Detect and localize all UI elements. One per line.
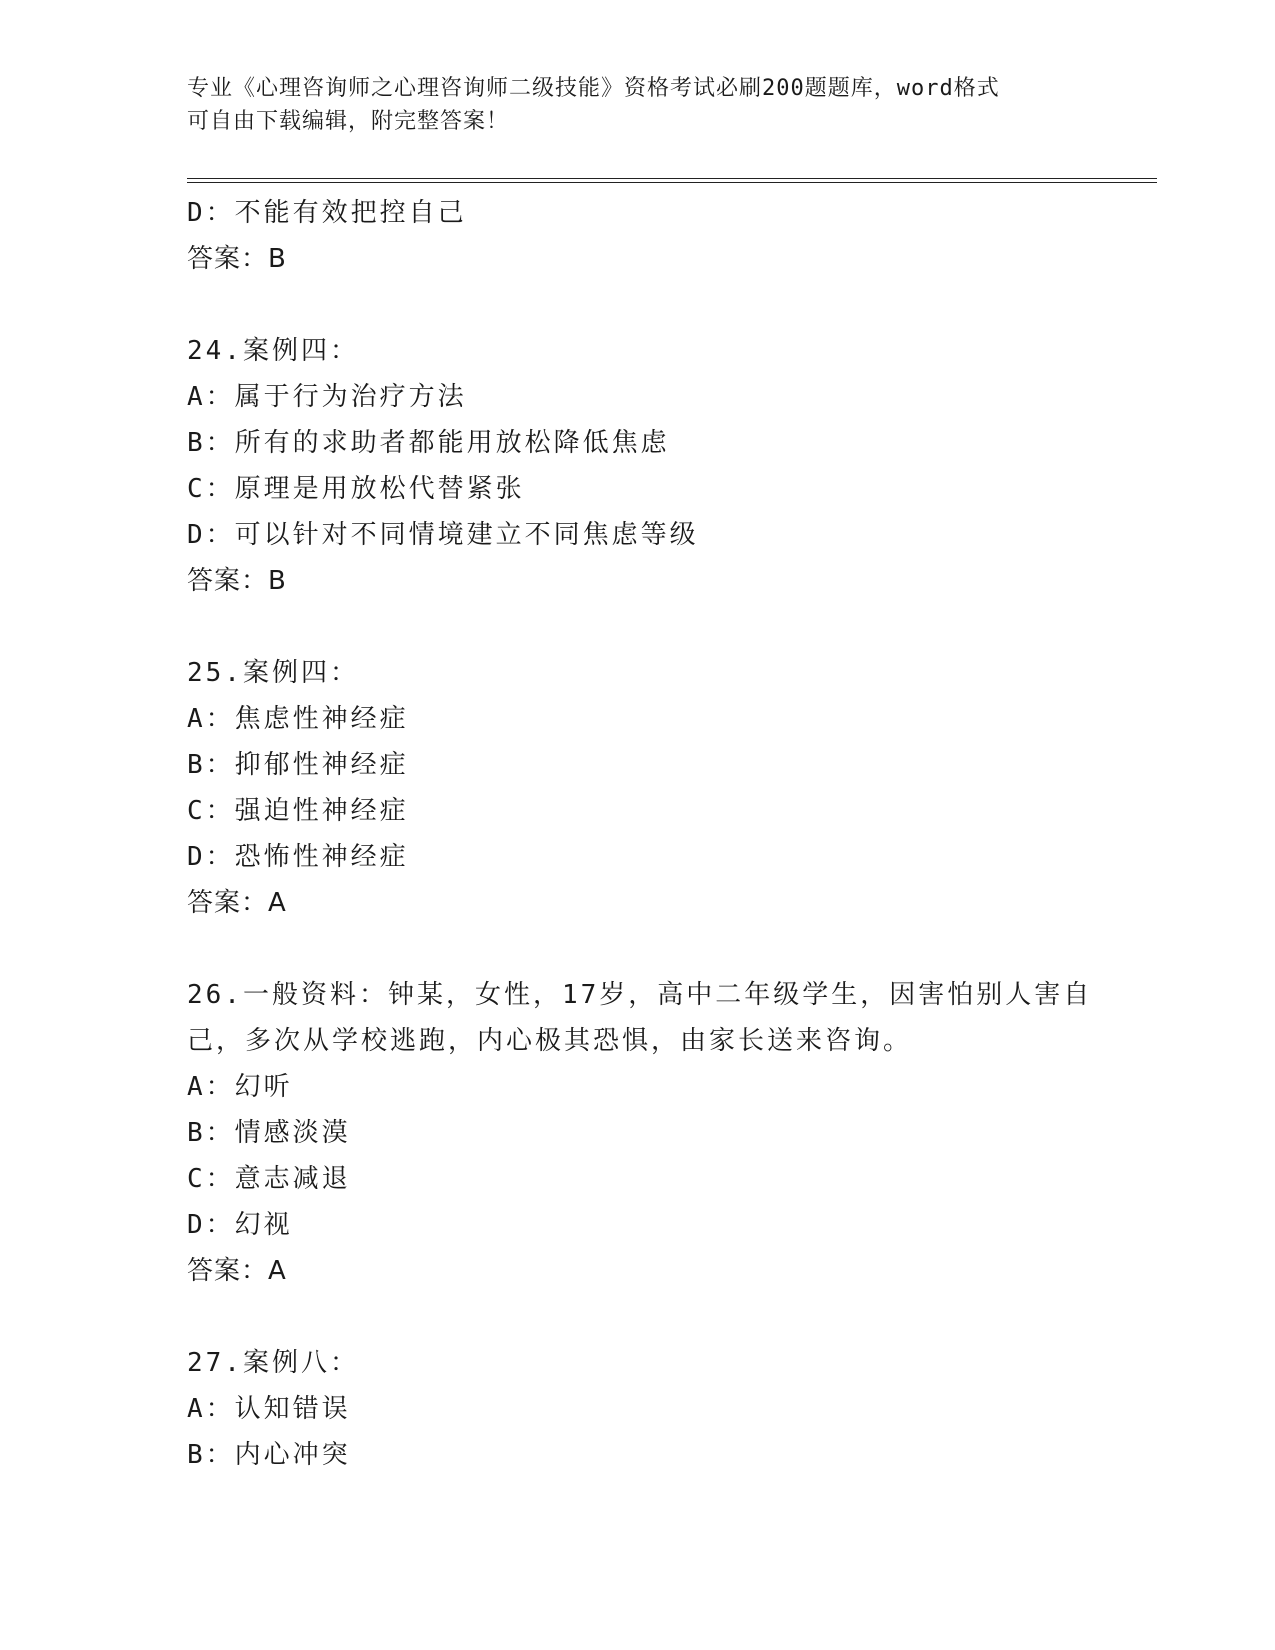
- spacer: [187, 282, 1087, 328]
- header-divider-top: [187, 178, 1157, 179]
- option-a: A：幻听: [187, 1072, 293, 1102]
- option-b: B：情感淡漠: [187, 1118, 351, 1148]
- option-c: C：意志减退: [187, 1164, 351, 1194]
- option-b: B：内心冲突: [187, 1440, 351, 1470]
- option-a: A：属于行为治疗方法: [187, 382, 467, 412]
- option-b: B：所有的求助者都能用放松降低焦虑: [187, 428, 670, 458]
- question-block-prev: [187, 190, 1087, 282]
- question-list: [187, 190, 1093, 1478]
- question-block-27: [187, 1340, 1087, 1478]
- option-d: D：可以针对不同情境建立不同焦虑等级: [187, 520, 699, 550]
- question-stem-line-2: 己，多次从学校逃跑，内心极其恐惧，由家长送来咨询。: [187, 1026, 913, 1056]
- question-stem: 27.案例八：: [187, 1348, 359, 1378]
- option-b: B：抑郁性神经症: [187, 750, 409, 780]
- option-c: C：原理是用放松代替紧张: [187, 474, 525, 504]
- answer: 答案：A: [187, 1256, 287, 1286]
- answer: 答案：B: [187, 566, 287, 596]
- answer: 答案：B: [187, 244, 287, 274]
- question-block-24: [187, 328, 1087, 604]
- option-d: D：恐怖性神经症: [187, 842, 409, 872]
- spacer: [187, 604, 1087, 650]
- question-stem: 24.案例四：: [187, 336, 359, 366]
- option-d: D：幻视: [187, 1210, 293, 1240]
- question-block-26: [187, 972, 1093, 1294]
- spacer: [187, 926, 1087, 972]
- option-d: D：不能有效把控自己: [187, 198, 467, 228]
- question-block-25: [187, 650, 1087, 926]
- question-stem-line-1: 26.一般资料：钟某，女性，17岁，高中二年级学生，因害怕别人害自: [187, 980, 1093, 1010]
- header-line-2: 可自由下载编辑，附完整答案！: [187, 109, 510, 134]
- spacer: [187, 1294, 1087, 1340]
- option-c: C：强迫性神经症: [187, 796, 409, 826]
- header-divider-bottom: [187, 182, 1157, 183]
- header-line-1: 专业《心理咨询师之心理咨询师二级技能》资格考试必刷200题题库，word格式: [187, 76, 1000, 101]
- answer: 答案：A: [187, 888, 287, 918]
- option-a: A：焦虑性神经症: [187, 704, 409, 734]
- question-stem: 25.案例四：: [187, 658, 359, 688]
- document-header: [187, 72, 1087, 138]
- option-a: A：认知错误: [187, 1394, 351, 1424]
